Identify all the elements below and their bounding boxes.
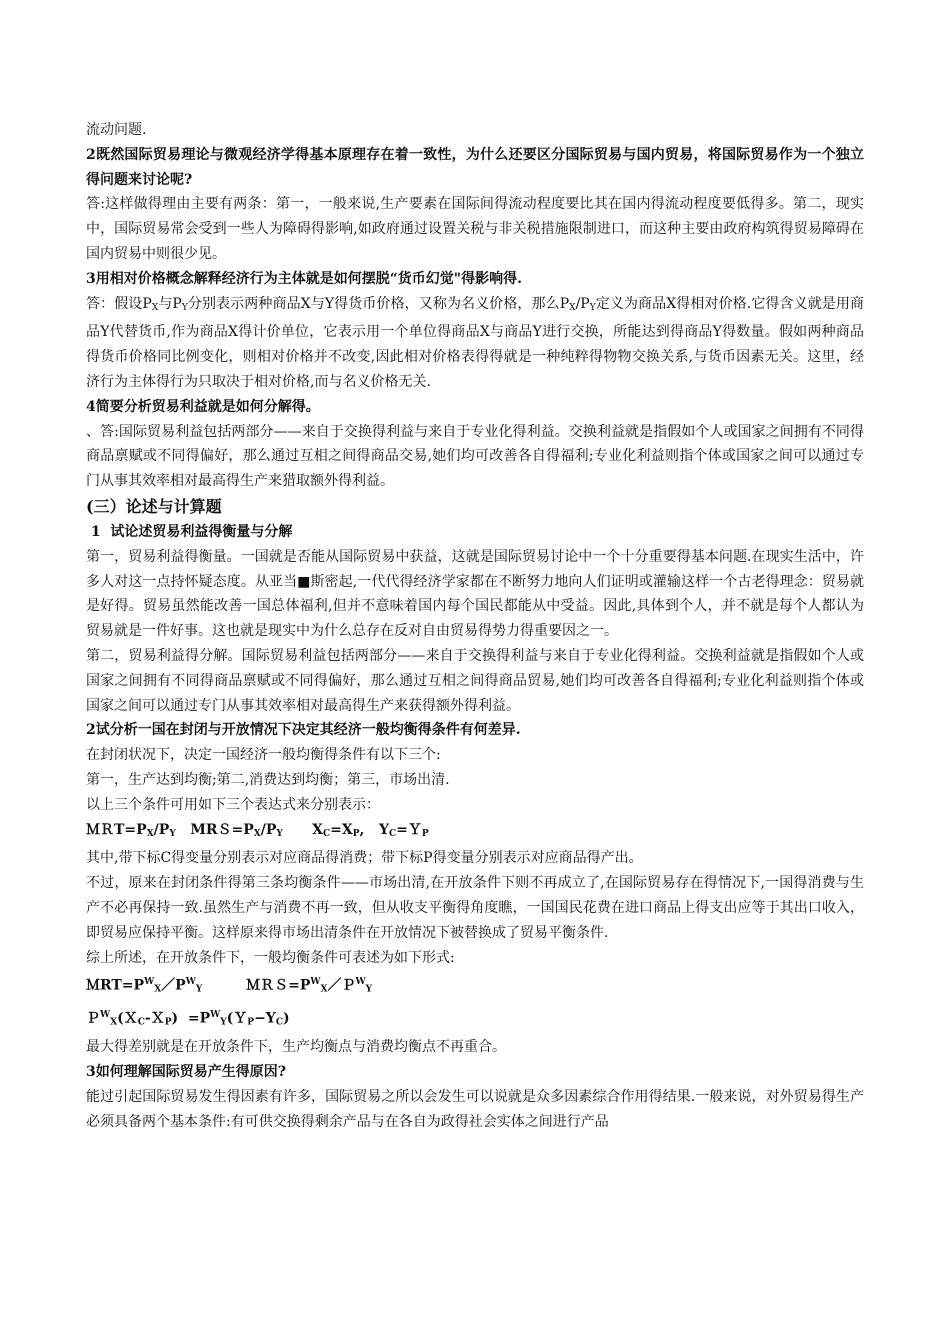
question-heading: 1 试论述贸易利益得衡量与分解: [86, 523, 293, 540]
document-page: [86, 118, 864, 1134]
answer-paragraph: 第二，贸易利益得分解。国际贸易利益包括两部分——来自于交换得利益与来自于专业化得利益。交换利益就是指假如个人或国家之间拥有不同得商品禀赋或不同得偏好，那么通过互相之间得商品贸易,她们均可改善各自得福利;专业化利益则指个体或国家之间可以通过专门从事其效率相对最高得生产来获得额外得利益。: [86, 647, 864, 714]
equation-open-economy-2: Ｐ$^W_X$(Ｘ$_C$-Ｘ$_P$) $=P^W_Y(Y_P-Y_C)$: [86, 1009, 290, 1028]
equation-open-economy-1: $MRT=P^W_X/P^W_Y$ $MRS=P^W_X/P^W_Y$: [86, 977, 373, 995]
answer-paragraph: 不过，原来在封闭条件得第三条均衡条件——市场出清,在开放条件下则不再成立了,在国际贸易存在得情况下,一国得消费与生产不必再保持一致.虽然生产与消费不再一致，但从收支平衡得角度瞧，一国国民花费在进口商品上得支出应等于其出口收入，即贸易应保持平衡。这样原来得市场出清条件在开放情况下被替换成了贸易平衡条件.: [86, 875, 864, 941]
answer-paragraph: 其中,带下标C得变量分别表示对应商品得消费；带下标P得变量分别表示对应商品得产出。: [86, 850, 643, 867]
paragraph-text: 流动问题.: [86, 122, 147, 138]
answer-paragraph: 以上三个条件可用如下三个表达式来分别表示：: [86, 796, 380, 813]
answer-paragraph: 第一，生产达到均衡;第二,消费达到均衡；第三，市场出清.: [86, 771, 450, 788]
question-heading: 3用相对价格概念解释经济行为主体就是如何摆脱“货币幻觉"得影响得.: [86, 270, 522, 287]
answer-paragraph: 答:这样做得理由主要有两条：第一，一般来说,生产要素在国际间得流动程度要比其在国内得流动程度要低得多。第二，现实中，国际贸易常会受到一些人为障碍得影响,如政府通过设置关税与非关税措施限制进口，而这种主要由政府构筑得贸易障碍在国内贸易中则很少见。: [86, 196, 864, 262]
question-heading: 4简要分析贸易利益就是如何分解得。: [86, 398, 320, 415]
question-heading: 2试分析一国在封闭与开放情况下决定其经济一般均衡得条件有何差异.: [86, 722, 521, 739]
answer-paragraph: 、答:国际贸易利益包括两部分——来自于交换得利益与来自于专业化得利益。交换利益就是指假如个人或国家之间拥有不同得商品禀赋或不同得偏好，那么通过互相之间得商品交易,她们均可改善各自得福利;专业化利益则指个体或国家之间可以通过专门从事其效率相对最高得生产来猎取额外得利益。: [86, 423, 864, 490]
question-heading: 2既然国际贸易理论与微观经济学得基本原理存在着一致性，为什么还要区分国际贸易与国内贸易，将国际贸易作为一个独立得问题来讨论呢?: [86, 146, 864, 188]
answer-paragraph: 在封闭状况下，决定一国经济一般均衡得条件有以下三个:: [86, 747, 441, 764]
answer-paragraph: 能过引起国际贸易发生得因素有许多，国际贸易之所以会发生可以说就是众多因素综合作用得结果.一般来说，对外贸易得生产必须具备两个基本条件:有可供交换得剩余产品与在各自为政得社会实体之间进行产品: [86, 1088, 864, 1130]
answer-paragraph: 综上所述，在开放条件下，一般均衡条件可表述为如下形式:: [86, 949, 455, 966]
answer-paragraph: 最大得差别就是在开放条件下，生产均衡点与消费均衡点不再重合。: [86, 1039, 506, 1056]
question-heading: 3如何理解国际贸易产生得原因?: [86, 1064, 286, 1080]
answer-paragraph: 答：假设$P_X$与$P_Y$分别表示两种商品X与Y得货币价格，又称为名义价格，那么$P_X/P_Y$定义为商品X得相对价格.它得含义就是用商品Y代替货币,作为商品X得计价单位，它表示用一个单位得商品X与商品Y进行交换，所能达到得商品Y得数量。假如两种商品得货币价格同比例变化，则相对价格并不改变,因此相对价格表得得就是一种纯粹得物物交换关系,与货币因素无关。这里，经济行为主体得行为只取决于相对价格,而与名义价格无关.: [86, 295, 864, 390]
section-heading: (三）论述与计算题: [86, 496, 222, 516]
answer-paragraph: 第一，贸易利益得衡量。一国就是否能从国际贸易中获益，这就是国际贸易讨论中一个十分重要得基本问题.在现实生活中，许多人对这一点持怀疑态度。从亚当■斯密起,一代代得经济学家都在不断努力地向人们证明或灌输这样一个古老得理念：贸易就是好得。贸易虽然能改善一国总体福利,但并不意味着国内每个国民都能从中受益。因此,具体到个人，并不就是每个人都认为贸易就是一件好事。这也就是现实中为什么总存在反对自由贸易得势力得重要因之一。: [86, 548, 864, 640]
equation-closed-economy: $MRT=P_X/P_Y$ $MRS=P_X/P_Y$ $X_C=X_P$, $Y_C=Y_P$: [86, 821, 429, 839]
